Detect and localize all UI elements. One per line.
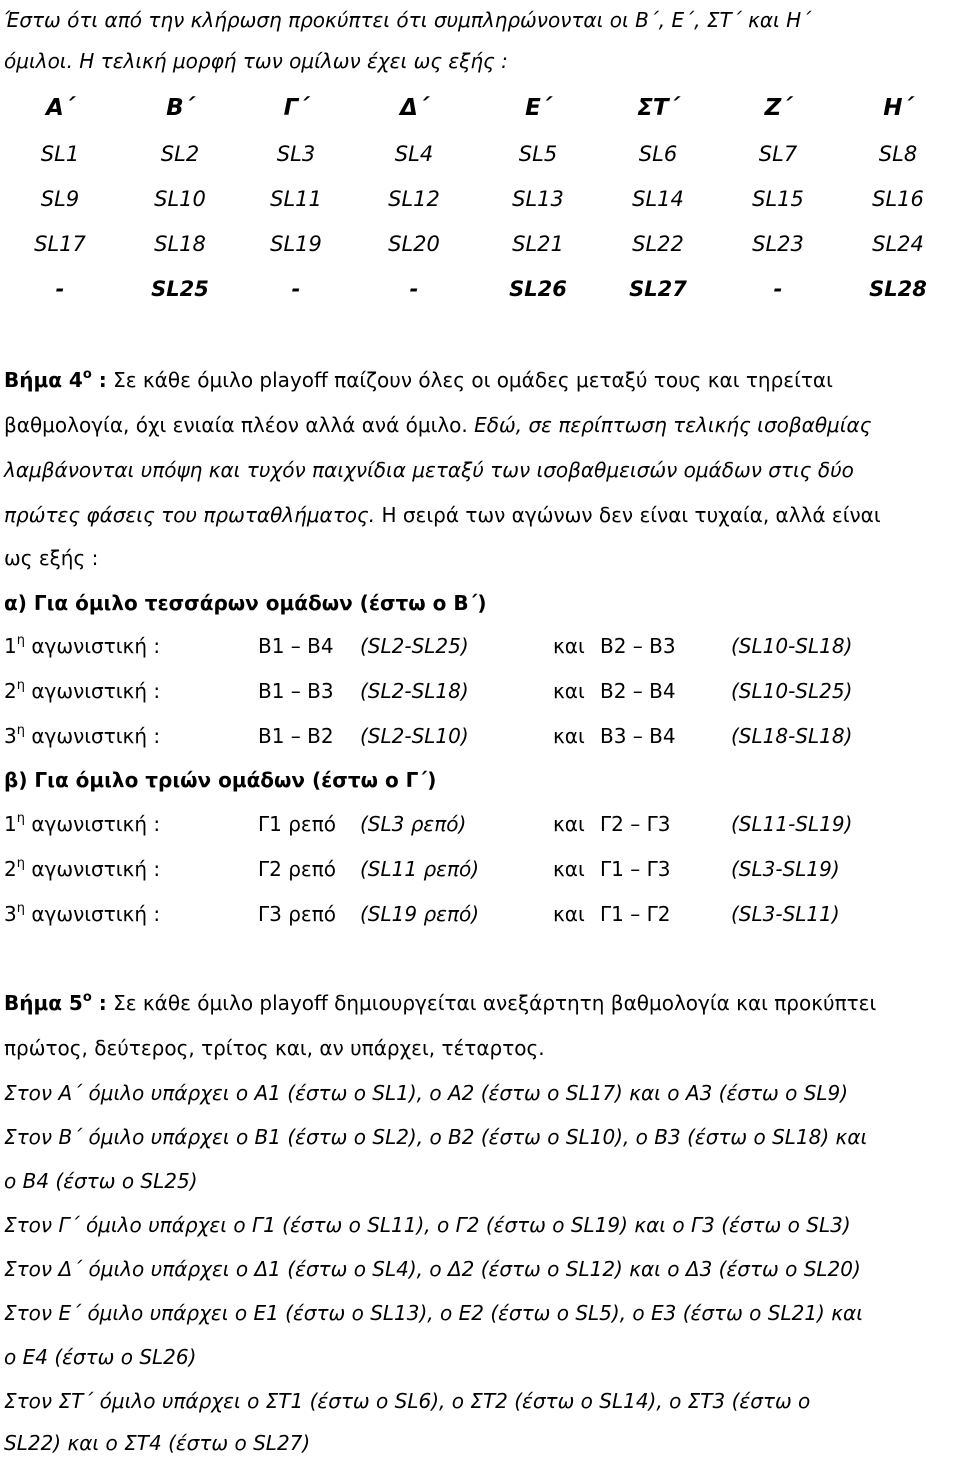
step4-line-3: λαμβάνονται υπόψη και τυχόν παιχνίδια μεταξύ των ισοβαθμεισών ομάδων στις δύο [4,458,854,482]
section-a-title: α) Για όμιλο τεσσάρων ομάδων (έστω ο Β΄) [4,591,487,615]
round-label [4,722,160,750]
and-word: και [553,812,585,836]
step5-line-2: πρώτος, δεύτερος, τρίτος και, αν υπάρχει, τέταρτος. [4,1036,545,1060]
group-assignment-line: Στον Γ΄ όμιλο υπάρχει ο Γ1 (έστω ο SL11), ο Γ2 (έστω ο SL19) και ο Γ3 (έστω ο SL3) [4,1213,851,1237]
match-2: Γ2 – Γ3 [600,812,671,836]
group-cell: SL13 [512,187,564,211]
group-cell: - [773,277,783,301]
round-label [4,855,160,883]
match-2-seeds: (SL10-SL18) [731,634,853,658]
step5-label-sup: ο [82,990,92,1005]
group-assignment-line: Στον Ε΄ όμιλο υπάρχει ο Ε1 (έστω ο SL13), ο Ε2 (έστω ο SL5), ο Ε3 (έστω ο SL21) και [4,1301,863,1325]
group-assignment-line: SL22) και ο ΣΤ4 (έστω ο SL27) [4,1431,311,1455]
step4-line-4 [4,502,881,528]
round-row [0,632,960,660]
match-2: Γ1 – Γ2 [600,902,671,926]
group-header: ΣΤ΄ [637,95,679,121]
step4-colon: : [91,368,107,392]
round-row [0,855,960,883]
match-2: Β2 – Β4 [600,679,676,703]
group-header: Γ΄ [283,95,309,121]
round-row [0,722,960,750]
group-cell: SL4 [394,142,434,166]
group-header: Ε΄ [525,95,551,121]
round-sup: η [16,856,25,871]
group-cell: SL2 [160,142,200,166]
step4-text-4-italic: πρώτες φάσεις του πρωταθλήματος. [4,503,376,527]
round-sup: η [16,633,25,648]
group-cell: SL11 [270,187,322,211]
round-number: 2 [4,679,17,703]
group-cell: SL16 [872,187,924,211]
round-text: αγωνιστική : [24,634,161,658]
match-1-seeds: (SL19 ρεπό) [360,902,480,926]
group-assignment-line: Στον ΣΤ΄ όμιλο υπάρχει ο ΣΤ1 (έστω ο SL6), ο ΣΤ2 (έστω ο SL14), ο ΣΤ3 (έστω ο [4,1389,811,1413]
step4-line-2 [4,412,871,438]
match-1-seeds: (SL2-SL18) [360,679,469,703]
step4-line-5: ως εξής : [4,546,99,570]
section-b-title: β) Για όμιλο τριών ομάδων (έστω ο Γ΄) [4,768,437,792]
group-header: Ζ΄ [764,95,792,121]
match-1: Β1 – Β3 [258,679,334,703]
group-header: Η΄ [883,95,913,121]
round-text: αγωνιστική : [24,724,161,748]
and-word: και [553,634,585,658]
match-1: Γ3 ρεπό [258,902,337,926]
round-sup: η [16,811,25,826]
groups-row [0,230,960,258]
groups-row [0,140,960,168]
step4-text-2: βαθμολογία, όχι ενιαία πλέον αλλά ανά όμιλο. [4,413,468,437]
match-1: Γ2 ρεπό [258,857,337,881]
group-assignment-line: Στον Β΄ όμιλο υπάρχει ο Β1 (έστω ο SL2), ο Β2 (έστω ο SL10), ο Β3 (έστω ο SL18) και [4,1125,868,1149]
round-text: αγωνιστική : [24,857,161,881]
round-number: 1 [4,634,17,658]
group-cell: SL10 [154,187,206,211]
group-cell: - [291,277,301,301]
intro-line-2: όμιλοι. Η τελική μορφή των ομίλων έχει ως εξής : [4,49,508,73]
group-cell: SL14 [632,187,684,211]
group-cell: SL21 [512,232,564,256]
group-assignment-line: ο Β4 (έστω ο SL25) [4,1169,198,1193]
and-word: και [553,679,585,703]
group-cell: SL3 [276,142,316,166]
group-assignment-line: Στον Α΄ όμιλο υπάρχει ο Α1 (έστω ο SL1), ο Α2 (έστω ο SL17) και ο Α3 (έστω ο SL9) [4,1081,849,1105]
group-header: Δ΄ [400,95,428,121]
match-2: Β2 – Β3 [600,634,676,658]
step4-text-1: Σε κάθε όμιλο playoff παίζουν όλες οι ομάδες μεταξύ τους και τηρείται [106,368,833,392]
group-cell: SL5 [518,142,558,166]
match-1-seeds: (SL2-SL25) [360,634,469,658]
and-word: και [553,724,585,748]
group-cell: - [409,277,419,301]
group-cell: SL12 [388,187,440,211]
round-label [4,900,160,928]
match-1: Β1 – Β4 [258,634,334,658]
round-number: 3 [4,902,17,926]
match-2-seeds: (SL10-SL25) [731,679,853,703]
group-cell: SL27 [629,277,687,301]
round-label [4,810,160,838]
step4-line-1 [4,367,833,393]
group-assignment-line: Στον Δ΄ όμιλο υπάρχει ο Δ1 (έστω ο SL4), ο Δ2 (έστω ο SL12) και ο Δ3 (έστω ο SL20) [4,1257,861,1281]
match-1-seeds: (SL11 ρεπό) [360,857,480,881]
group-cell: SL24 [872,232,924,256]
groups-row [0,275,960,303]
group-assignment-line: ο Ε4 (έστω ο SL26) [4,1345,197,1369]
match-2-seeds: (SL11-SL19) [731,812,853,836]
and-word: και [553,902,585,926]
group-cell: SL6 [638,142,678,166]
group-cell: SL19 [270,232,322,256]
group-cell: SL17 [34,232,86,256]
round-text: αγωνιστική : [24,679,161,703]
match-2: Γ1 – Γ3 [600,857,671,881]
round-row [0,810,960,838]
group-cell: SL23 [752,232,804,256]
round-text: αγωνιστική : [24,812,161,836]
step5-line-1 [4,990,876,1016]
intro-line-1: Έστω ότι από την κλήρωση προκύπτει ότι συμπληρώνονται οι Β΄, Ε΄, ΣΤ΄ και Η΄ [4,8,812,32]
group-cell: SL26 [509,277,567,301]
step4-label-sup: ο [82,367,92,382]
match-2: Β3 – Β4 [600,724,676,748]
groups-header-row [0,94,960,122]
group-cell: SL7 [758,142,798,166]
round-sup: η [16,901,25,916]
match-2-seeds: (SL18-SL18) [731,724,853,748]
round-sup: η [16,678,25,693]
round-number: 1 [4,812,17,836]
step4-label: Βήμα 4 [4,368,83,392]
step4-text-4: Η σειρά των αγώνων δεν είναι τυχαία, αλλά είναι [375,503,881,527]
group-cell: SL9 [40,187,80,211]
and-word: και [553,857,585,881]
groups-row [0,185,960,213]
match-1: Β1 – Β2 [258,724,334,748]
round-sup: η [16,723,25,738]
round-label [4,677,160,705]
group-cell: SL1 [40,142,80,166]
step4-text-2-italic: Εδώ, σε περίπτωση τελικής ισοβαθμίας [467,413,872,437]
round-label [4,632,160,660]
round-number: 2 [4,857,17,881]
match-2-seeds: (SL3-SL19) [731,857,840,881]
match-2-seeds: (SL3-SL11) [731,902,840,926]
match-1-seeds: (SL3 ρεπό) [360,812,467,836]
group-cell: SL28 [869,277,927,301]
step5-label: Βήμα 5 [4,991,83,1015]
group-cell: SL8 [878,142,918,166]
step5-colon: : [91,991,107,1015]
group-cell: SL18 [154,232,206,256]
group-cell: SL22 [632,232,684,256]
step5-text-1: Σε κάθε όμιλο playoff δημιουργείται ανεξάρτητη βαθμολογία και προκύπτει [106,991,877,1015]
group-cell: SL15 [752,187,804,211]
group-header: Β΄ [166,95,194,121]
group-cell: SL20 [388,232,440,256]
round-text: αγωνιστική : [24,902,161,926]
group-header: Α΄ [46,95,74,121]
round-row [0,677,960,705]
round-row [0,900,960,928]
group-cell: SL25 [151,277,209,301]
round-number: 3 [4,724,17,748]
match-1: Γ1 ρεπό [258,812,337,836]
match-1-seeds: (SL2-SL10) [360,724,469,748]
group-cell: - [55,277,65,301]
